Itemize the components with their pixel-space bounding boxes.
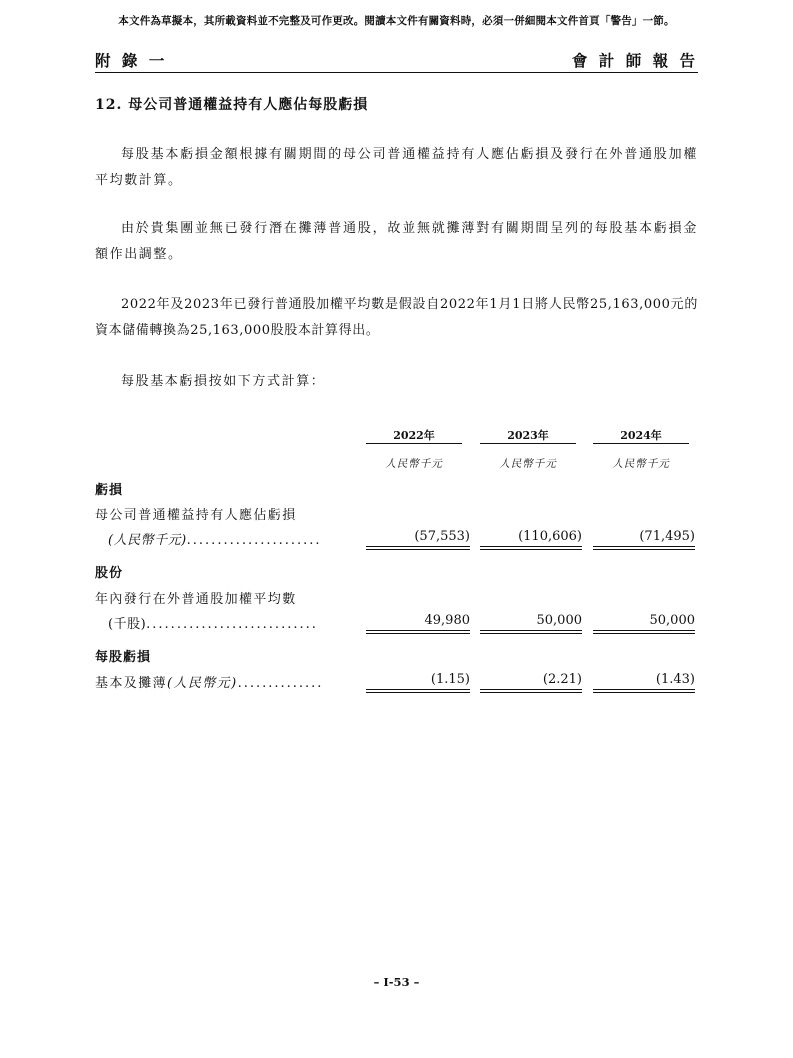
report-title: 會 計 師 報 告	[571, 51, 698, 70]
page-number: – I-53 –	[373, 975, 420, 989]
paragraph-basic-loss: 每股基本虧損金額根據有關期間的母公司普通權益持有人應佔虧損及發行在外普通股加權平均數計算。	[95, 147, 698, 188]
group-heading-loss: 虧損	[95, 483, 124, 498]
column-year-2022: 2022年	[393, 429, 435, 442]
total-double-rule	[480, 689, 582, 693]
total-double-rule	[593, 689, 695, 693]
column-unit-2022: 人民幣千元	[385, 458, 443, 470]
total-double-rule	[366, 689, 470, 693]
dot-leader: ..............	[237, 676, 324, 691]
value-shares-2022: 49,980	[424, 613, 470, 628]
value-eps-2024: (1.43)	[655, 672, 695, 687]
column-rule	[366, 443, 462, 444]
value-eps-2023: (2.21)	[542, 672, 582, 687]
value-loss-2023: (110,606)	[518, 529, 582, 544]
value-shares-2024: 50,000	[649, 613, 695, 628]
unit-text: (千股)	[108, 617, 147, 632]
row-label-loss: 母公司普通權益持有人應佔虧損	[95, 508, 297, 523]
row-label-basic-diluted	[95, 672, 323, 691]
row-sublabel-loss	[108, 529, 322, 548]
total-double-rule	[480, 630, 582, 634]
column-year-2023: 2023年	[507, 429, 549, 442]
total-double-rule	[366, 546, 470, 550]
row-label-shares: 年內發行在外普通股加權平均數	[95, 592, 297, 607]
dot-leader: ......................	[186, 533, 322, 548]
column-year-2024: 2024年	[620, 429, 662, 442]
header-divider	[95, 72, 698, 73]
value-shares-2023: 50,000	[536, 613, 582, 628]
column-rule	[480, 443, 576, 444]
paragraph-weighted-average: 2022年及2023年已發行普通股加權平均數是假設自2022年1月1日將人民幣25,163,000元的資本儲備轉換為25,163,000股股本計算得出。	[95, 297, 698, 338]
value-loss-2024: (71,495)	[639, 529, 695, 544]
group-heading-loss-per-share: 每股虧損	[95, 650, 152, 665]
total-double-rule	[366, 630, 470, 634]
group-heading-shares: 股份	[95, 566, 124, 581]
value-eps-2022: (1.15)	[430, 672, 470, 687]
column-unit-2023: 人民幣千元	[499, 458, 557, 470]
total-double-rule	[593, 630, 695, 634]
value-loss-2022: (57,553)	[414, 529, 470, 544]
column-rule	[593, 443, 689, 444]
total-double-rule	[480, 546, 582, 550]
dot-leader: ............................	[146, 617, 318, 632]
total-double-rule	[593, 546, 695, 550]
draft-disclaimer: 本文件為草擬本，其所載資料並不完整及可作更改。閱讀本文件有關資料時，必須一併細閱本文件首頁「警告」一節。	[118, 15, 675, 27]
section-title: 12. 母公司普通權益持有人應佔每股虧損	[95, 97, 369, 113]
unit-text: (人民幣千元)	[108, 533, 187, 548]
unit-text: (人民幣元)	[167, 676, 238, 691]
paragraph-dilution: 由於貴集團並無已發行潛在攤薄普通股，故並無就攤薄對有關期間呈列的每股基本虧損金額作出調整。	[95, 221, 698, 262]
appendix-label: 附 錄 一	[95, 51, 168, 70]
row-sublabel-shares	[108, 613, 318, 632]
column-unit-2024: 人民幣千元	[612, 458, 670, 470]
label-text: 基本及攤薄	[95, 676, 168, 691]
paragraph-calculation-intro: 每股基本虧損按如下方式計算：	[121, 374, 326, 389]
